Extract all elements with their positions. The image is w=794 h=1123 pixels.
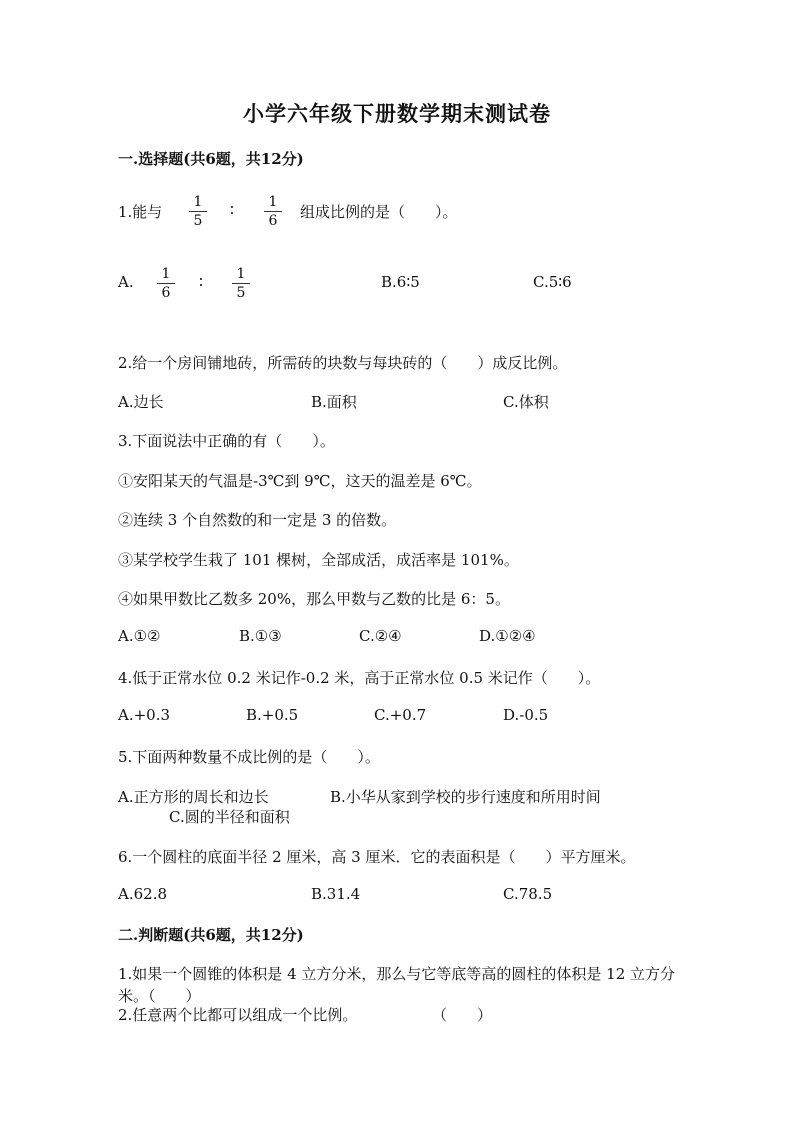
fraction-bar [189, 211, 207, 212]
option-a: A.正方形的周长和边长 [118, 788, 269, 806]
question-2: 2.给一个房间铺地砖，所需砖的块数与每块砖的（ ）成反比例。 [118, 354, 568, 372]
fraction-one-sixth [264, 194, 282, 229]
option-c: C.圆的半径和面积 [169, 808, 290, 826]
option-c: C.+0.7 [374, 706, 427, 724]
fraction-one-sixth [157, 266, 175, 301]
judgement-question-2: 2.任意两个比都可以组成一个比例。 [118, 1006, 358, 1024]
question-4: 4.低于正常水位 0.2 米记作-0.2 米，高于正常水位 0.5 米记作（ ）。 [118, 669, 601, 687]
option-b: B.31.4 [311, 885, 361, 903]
page-title: 小学六年级下册数学期末测试卷 [243, 101, 551, 126]
option-b: B.面积 [311, 393, 357, 411]
ratio-colon: ∶ [230, 201, 234, 219]
fraction-denominator: 5 [236, 285, 246, 301]
question-1-prefix: 1.能与 [118, 203, 163, 221]
fraction-denominator: 6 [161, 285, 171, 301]
option-c: C.②④ [359, 627, 402, 645]
fraction-numerator: 1 [236, 266, 246, 282]
option-d: D.-0.5 [503, 706, 549, 724]
fraction-bar [157, 283, 175, 284]
fraction-numerator: 1 [161, 266, 171, 282]
option-b: B.小华从家到学校的步行速度和所用时间 [330, 788, 601, 806]
option-a-label: A. [118, 273, 134, 291]
fraction-bar [232, 283, 250, 284]
statement-1: ①安阳某天的气温是-3℃到 9℃，这天的温差是 6℃。 [118, 472, 482, 490]
fraction-one-fifth [189, 194, 207, 229]
question-6: 6.一个圆柱的底面半径 2 厘米，高 3 厘米．它的表面积是（ ）平方厘米。 [118, 848, 636, 866]
fraction-numerator: 1 [193, 194, 203, 210]
fraction-denominator: 5 [193, 213, 203, 229]
option-a: A.①② [118, 627, 161, 645]
option-c: C.体积 [503, 393, 549, 411]
fraction-denominator: 6 [268, 213, 278, 229]
option-b: B.+0.5 [246, 706, 299, 724]
question-5: 5.下面两种数量不成比例的是（ ）。 [118, 748, 380, 766]
option-a: A.62.8 [118, 885, 167, 903]
question-1-suffix: 组成比例的是（ ）。 [300, 203, 458, 221]
answer-parentheses: （ ） [432, 1006, 493, 1024]
fraction-bar [264, 211, 282, 212]
section-heading-judgement: 二.判断题(共6题，共12分) [118, 926, 304, 944]
fraction-numerator: 1 [268, 194, 278, 210]
statement-3: ③某学校学生栽了 101 棵树，全部成活，成活率是 101%。 [118, 551, 519, 569]
fraction-one-fifth [232, 266, 250, 301]
question-3: 3.下面说法中正确的有（ ）。 [118, 432, 335, 450]
section-heading-choice: 一.选择题(共6题，共12分) [118, 150, 304, 168]
statement-2: ②连续 3 个自然数的和一定是 3 的倍数。 [118, 511, 397, 529]
option-c: C.5∶6 [533, 273, 572, 291]
option-c: C.78.5 [503, 885, 553, 903]
option-a: A.边长 [118, 393, 164, 411]
option-b: B.6∶5 [381, 273, 420, 291]
option-b: B.①③ [239, 627, 282, 645]
option-d: D.①②④ [479, 627, 536, 645]
statement-4: ④如果甲数比乙数多 20%，那么甲数与乙数的比是 6：5。 [118, 590, 510, 608]
ratio-colon: ∶ [199, 273, 203, 291]
judgement-question-1: 1.如果一个圆锥的体积是 4 立方分米，那么与它等底等高的圆柱的体积是 12 立方分米。（ ） [118, 965, 676, 1005]
option-a: A.+0.3 [118, 706, 171, 724]
